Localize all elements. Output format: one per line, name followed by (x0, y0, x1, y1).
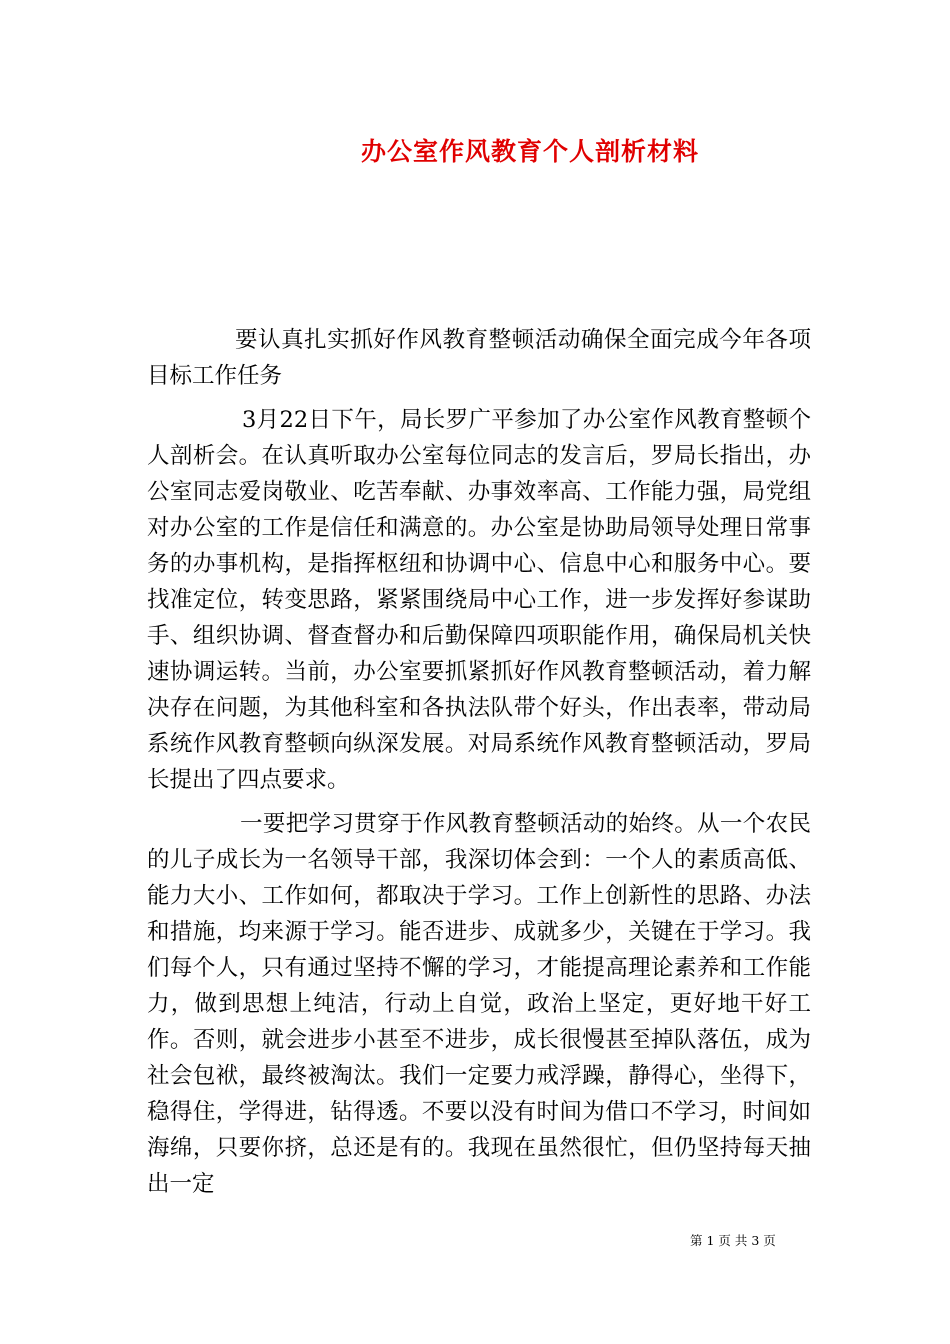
paragraph-meeting: 3月22日下午，局长罗广平参加了办公室作风教育整顿个人剖析会。在认真听取办公室每位同志的发言后，罗局长指出，办公室同志爱岗敬业、吃苦奉献、办事效率高、工作能力强，局党组对办公室的工作是信任和满意的。办公室是协助局领导处理日常事务的办事机构，是指挥枢纽和协调中心、信息中心和服务中心。要找准定位，转变思路，紧紧围绕局中心工作，进一步发挥好参谋助手、组织协调、督查督办和后勤保障四项职能作用，确保局机关快速协调运转。当前，办公室要抓紧抓好作风教育整顿活动，着力解决存在问题，为其他科室和各执法队带个好头，作出表率，带动局系统作风教育整顿向纵深发展。对局系统作风教育整顿活动，罗局长提出了四点要求。 (147, 407, 811, 793)
paragraph-study: 一要把学习贯穿于作风教育整顿活动的始终。从一个农民的儿子成长为一名领导干部，我深切体会到：一个人的素质高低、能力大小、工作如何，都取决于学习。工作上创新性的思路、办法和措施，均来源于学习。能否进步、成就多少，关键在于学习。我们每个人，只有通过坚持不懈的学习，才能提高理论素养和工作能力，做到思想上纯洁，行动上自觉，政治上坚定，更好地干好工作。否则，就会进步小甚至不进步，成长很慢甚至掉队落伍，成为社会包袱，最终被淘汰。我们一定要力戒浮躁，静得心，坐得下，稳得住，学得进，钻得透。不要以没有时间为借口不学习，时间如海绵，只要你挤，总还是有的。我现在虽然很忙，但仍坚持每天抽出一定 (147, 811, 811, 1197)
document-title: 办公室作风教育个人剖析材料 (360, 137, 699, 166)
page-number: 第 1 页 共 3 页 (690, 1233, 776, 1248)
document-body (147, 322, 811, 1210)
paragraph-subtitle: 要认真扎实抓好作风教育整顿活动确保全面完成今年各项目标工作任务 (147, 327, 811, 389)
